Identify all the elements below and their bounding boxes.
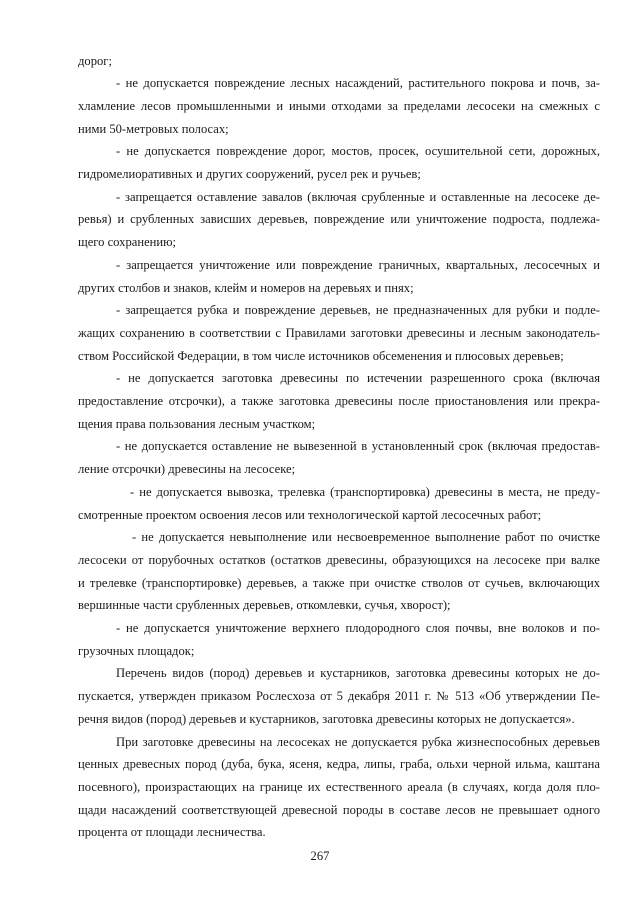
text-line: - не допускается повреждение лесных насаждений, растительного покрова и почв, за- (116, 76, 600, 91)
text-line: предоставление отсрочки), а также заготовка древесины после приостановления или прекра- (78, 394, 600, 408)
text-line: посевного), произрастающих на границе их естественного ареала (в случаях, когда доля пло- (78, 779, 600, 794)
text-line: - не допускается оставление не вывезенной в установленный срок (включая предостав- (116, 439, 600, 454)
text-line: щего сохранению; (78, 235, 177, 250)
text-line: смотренные проектом освоения лесов или технологической картой лесосечных работ; (78, 507, 542, 522)
text-line: гидромелиоративных и других сооружений, русел рек и ручьев; (78, 167, 421, 181)
text-line: грузочных площадок; (78, 643, 195, 658)
text-line: Перечень видов (пород) деревьев и кустарников, заготовка древесины которых не до- (116, 666, 600, 681)
text-line: ством Российской Федерации, в том числе источников обсеменения и плюсовых деревьев; (78, 348, 564, 363)
text-line: и трелевке (транспортировке) деревьев, а также при очистке стволов от сучьев, включающих (78, 575, 600, 590)
text-line: щения права пользования лесным участком; (78, 416, 316, 431)
text-line: ление отсрочки) древесины на лесосеке; (78, 462, 296, 477)
text-line: - не допускается вывозка, трелевка (транспортировка) древесины в места, не преду- (130, 484, 600, 499)
text-line: лесосеки от порубочных остатков (остатков древесины, образующихся на лесосеке при валке (78, 552, 600, 567)
text-line: - не допускается заготовка древесины по истечении разрешенного срока (включая (116, 371, 600, 386)
text-line: дорог; (78, 53, 112, 68)
text-line: хламление лесов промышленными и иными отходами за пределами лесосеки на смежных с (78, 98, 600, 113)
text-line: При заготовке древесины на лесосеках не допускается рубка жизнеспособных деревьев (116, 734, 600, 749)
text-line: - не допускается уничтожение верхнего плодородного слоя почвы, вне волоков и по- (116, 621, 600, 635)
text-line: - не допускается невыполнение или несвоевременное выполнение работ по очистке (132, 530, 600, 545)
text-line: - не допускается повреждение дорог, мостов, просек, осушительной сети, дорожных, (116, 144, 600, 159)
text-line: других столбов и знаков, клейм и номеров на деревьях и пнях; (78, 280, 414, 295)
text-line: процента от площади лесничества. (78, 825, 266, 840)
text-line: вершинные части срубленных деревьев, откомлевки, сучья, хворост); (78, 598, 451, 613)
text-line: - запрещается оставление завалов (включая срубленные и оставленные на лесосеке де- (116, 189, 600, 204)
text-line: - запрещается рубка и повреждение деревьев, не предназначенных для рубки и подле- (116, 303, 600, 318)
text-line: жащих сохранению в соответствии с Правилами заготовки древесины и лесным законодатель- (78, 325, 600, 340)
text-line: пускается, утвержден приказом Рослесхоза от 5 декабря 2011 г. № 513 «Об утверждении Пе- (78, 689, 600, 704)
text-line: ценных древесных пород (дуба, бука, ясеня, кедра, липы, граба, ольхи черной ильма, каштана (78, 757, 600, 772)
text-line: ревья) и срубленных зависших деревьев, повреждение или уничтожение подроста, подлежа- (78, 212, 600, 227)
text-line: ними 50-метровых полосах; (78, 121, 229, 136)
page-number: 267 (310, 849, 330, 863)
text-line: щади насаждений соответствующей древесной породы в составе лесов не превышает одного (78, 802, 600, 817)
text-line: - запрещается уничтожение или повреждение граничных, квартальных, лесосечных и (116, 257, 600, 272)
text-line: речня видов (пород) деревьев и кустарников, заготовка древесины которых не допускается». (78, 711, 575, 726)
